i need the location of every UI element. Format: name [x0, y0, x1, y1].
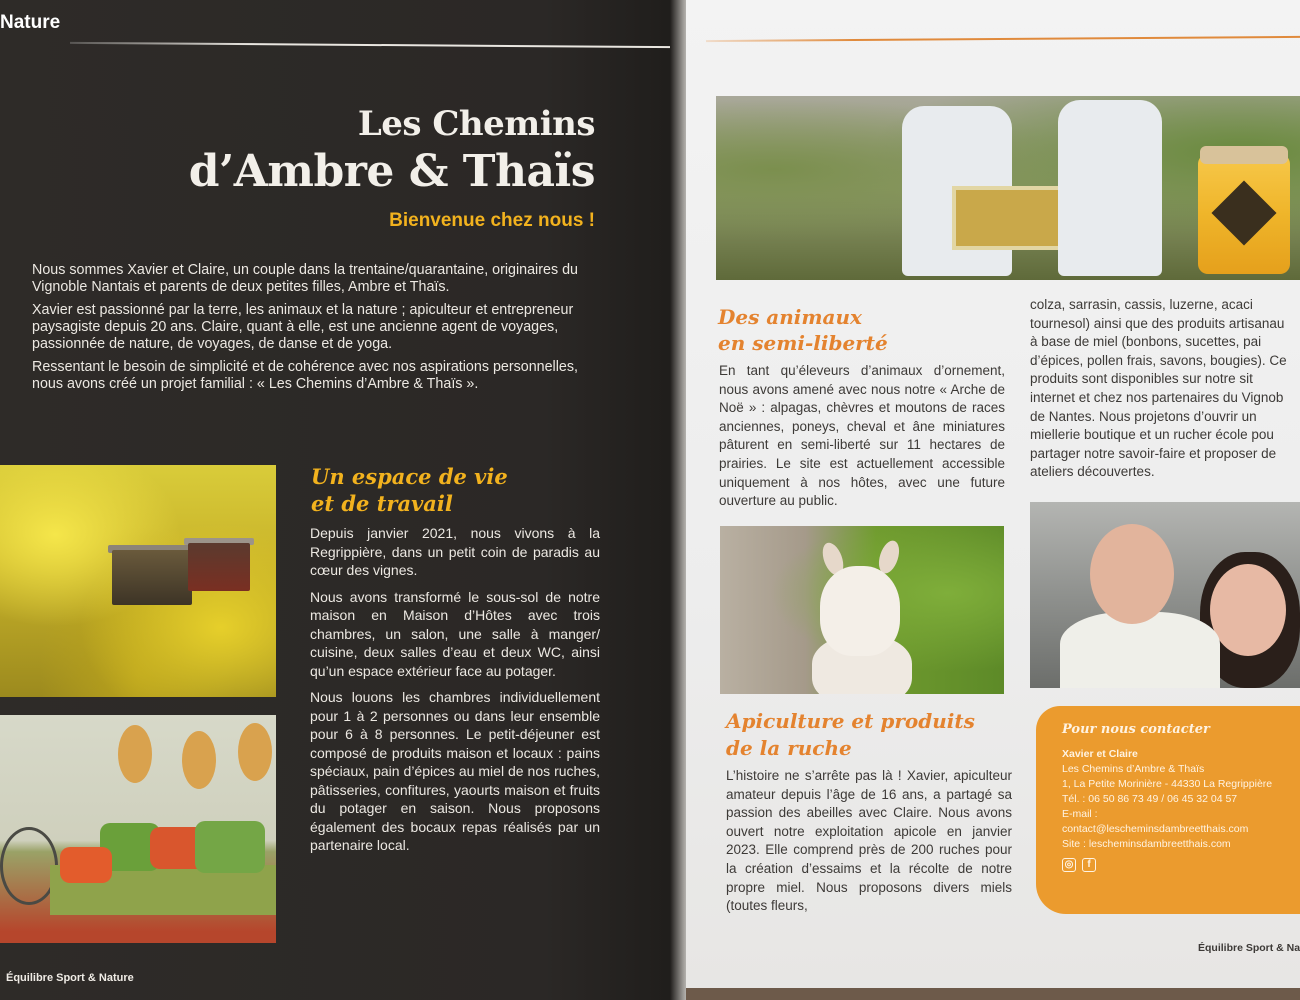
intro-paragraph: Xavier est passionné par la terre, les animaux et la nature ; apiculteur et entrepreneur paysagiste depuis 20 ans. Claire, quant à elle, est une ancienne agent de voyages, passionnée de nature, de voyages, de danse et de yoga.: [32, 302, 574, 352]
espace-paragraph: Nous louons les chambres individuellement pour 1 à 2 personnes ou dans leur ensemble pour 6 à 8 personnes. Le petit-déjeuner est composé de produits maison et locaux : pains spéciaux, pain d’épices au miel de nos ruches, pâtisseries, confitures, yaourts maison et fruits du potager en saison. Nous proposons également des bocaux repas réalisés par un partenaire local.: [310, 689, 600, 853]
beekeeper: [1058, 100, 1162, 276]
table-surface: [686, 988, 1300, 1000]
footer-magazine-name: Équilibre Sport & Na: [1198, 942, 1300, 954]
espace-paragraph: Nous avons transformé le sous-sol de notre maison en Maison d’Hôtes avec trois chambres, un salon, une salle à manger/ cuisine, deux salles d’eau et deux WC, ainsi qu’un espace extérieur face au potager.: [310, 588, 600, 679]
beehive: [188, 543, 250, 591]
beekeepers-photo: [716, 96, 1300, 280]
alpaca-photo: [720, 526, 1004, 694]
couple-photo: [1030, 502, 1300, 688]
apiculture-text: L’histoire ne s’arrête pas là ! Xavier, apiculteur amateur depuis l’âge de 16 ans, a partagé sa passion des abeilles avec Claire. Nous avons ouvert notre exploitation apicole en janvier 2023. Elle comprend près de 200 ruches pour la création d’essaims et la récolte de notre propre miel. Nous proposons divers miels (toutes fleurs,: [726, 768, 1012, 914]
alpaca: [820, 566, 900, 656]
instagram-icon: ◎: [1062, 858, 1076, 872]
contact-business: Les Chemins d’Ambre & Thaïs: [1062, 763, 1205, 775]
intro-paragraph: Nous sommes Xavier et Claire, un couple dans la trentaine/quarantaine, originaires du Vignoble Nantais et parents de deux petites filles, Ambre et Thaïs.: [32, 262, 578, 295]
article-subtitle: Bienvenue chez nous !: [389, 210, 595, 231]
contact-title: Pour nous contacter: [1062, 722, 1210, 737]
espace-heading: Un espace de vie et de travail: [311, 464, 508, 516]
article-title-line1: Les Chemins: [357, 104, 595, 144]
beehive: [112, 550, 192, 605]
contact-email-label: E-mail :: [1062, 808, 1098, 820]
intro-paragraph: Ressentant le besoin de simplicité et de cohérence avec nos aspirations personnelles, nous avons créé un projet familial : « Les Chemins d’Ambre & Thaïs ».: [32, 359, 578, 392]
products-text: colza, sarrasin, cassis, luzerne, acaci tournesol) ainsi que des produits artisanau à base de miel (bonbons, sucettes, pai d’épices, pollen frais, savons, bougies). Ce produits sont disponibles sur notre sit internet et chez nos partenaires du Vignob de Nantes. Nous projetons d’ouvrir un miellerie boutique et un rucher école pou partager notre savoir-faire et proposer de ateliers découvertes.: [1030, 297, 1287, 480]
section-tab: Nature: [0, 12, 61, 33]
contact-name: Xavier et Claire: [1062, 748, 1138, 760]
guest-room-photo: [0, 715, 276, 943]
right-page: [686, 0, 1300, 990]
facebook-icon: f: [1082, 858, 1096, 872]
apiculture-heading: Apiculture et produits de la ruche: [726, 709, 975, 760]
contact-phone: Tél. : 06 50 86 73 49 / 06 45 32 04 57: [1062, 793, 1238, 805]
footer-magazine-name: Équilibre Sport & Nature: [6, 972, 134, 984]
article-title-line2: d’Ambre & Thaïs: [188, 146, 595, 197]
person-face: [1090, 524, 1174, 624]
espace-text: [310, 524, 600, 863]
espace-paragraph: Depuis janvier 2021, nous vivons à la Regrippière, dans un petit coin de paradis au cœur des vignes.: [310, 525, 600, 578]
contact-email: contact@lescheminsdambreetthais.com: [1062, 823, 1249, 835]
intro-text: [32, 262, 600, 399]
header-rule: [706, 36, 1300, 42]
animaux-heading: Des animaux en semi-liberté: [718, 305, 888, 355]
social-icons: [1062, 858, 1300, 872]
rapeseed-beehives-photo: [0, 465, 276, 697]
header-rule: [70, 42, 675, 48]
contact-box: [1036, 706, 1300, 914]
contact-address: 1, La Petite Morinière - 44330 La Regrippière: [1062, 778, 1273, 790]
person-face: [1210, 564, 1286, 656]
animaux-text: En tant qu’éleveurs d’animaux d’ornement, nous avons amené avec nous notre « Arche de Noë » : alpagas, chèvres et moutons de races anciennes, poneys, cheval et âne miniatures pâturent en semi-liberté sur 11 hectares de prairies. Le site est actuellement accessible uniquement à nos hôtes, avec une future ouverture au public.: [719, 363, 1005, 509]
contact-site: Site : lescheminsdambreetthais.com: [1062, 838, 1231, 850]
hive-frame: [952, 186, 1072, 250]
